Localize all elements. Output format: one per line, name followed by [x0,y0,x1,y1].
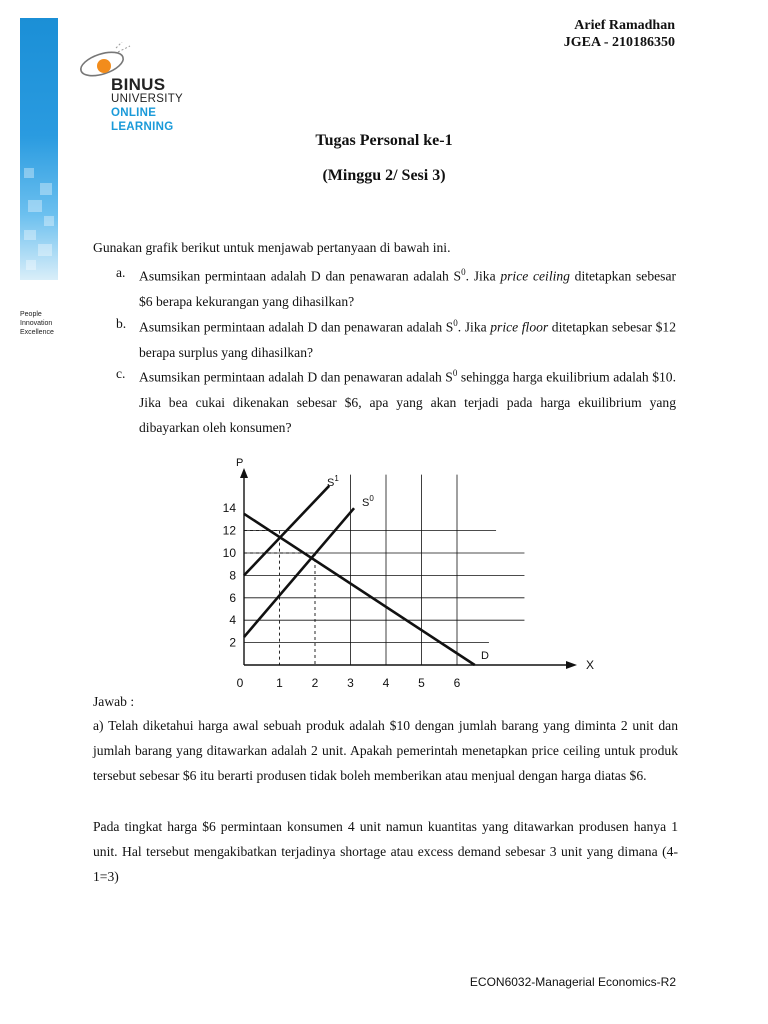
author-block [564,17,675,51]
question-a [116,260,676,314]
answer-paragraph-1: a) Telah diketahui harga awal sebuah produk adalah $10 dengan jumlah barang yang diminta 2 unit dan jumlah barang yang ditawarkan adalah 2 unit. Apakah pemerintah menetapkan price ceiling untuk produk tersebut sebesar $6 itu berarti produsen tidak boleh memberikan atau menjual dengan harga diatas $6. [93,718,678,783]
x-tick-label: 3 [347,676,354,690]
question-label: a. [116,265,126,280]
question-text: Asumsikan permintaan adalah D dan penawaran adalah S [139,369,453,385]
question-text: . Jika [457,319,491,335]
chart-ticks [223,501,461,690]
question-text: Asumsikan permintaan adalah D dan penawaran adalah S [139,319,454,335]
author-id: JGEA - 210186350 [563,35,675,50]
series-line-s0 [244,508,354,637]
supply-demand-chart [200,450,610,695]
doc-subtitle: (Minggu 2/ Sesi 3) [322,167,446,184]
superscript: 0 [452,368,458,378]
x-axis-label: X [586,658,595,672]
y-tick-label: 8 [229,568,236,583]
logo-text-binus: BINUS [111,75,166,94]
question-label: b. [116,316,127,331]
question-label: c. [116,366,126,381]
binus-logo [72,40,202,140]
y-tick-label: 10 [222,546,236,560]
logo-text-learning: LEARNING [111,121,174,133]
x-tick-label: 5 [418,676,425,690]
logo-text-online: ONLINE [111,107,157,119]
series-label-s0-text: S [362,497,370,509]
intro-text: Gunakan grafik berikut untuk menjawab pertanyaan di bawah ini. [93,240,451,255]
y-tick-label: 6 [229,590,236,605]
x-tick-label: 0 [236,676,244,690]
question-emphasis: price ceiling [500,268,570,284]
x-tick-label: 6 [453,676,461,690]
question-text: . Jika [465,268,501,284]
y-tick-label: 14 [222,501,236,516]
question-text: ditetapkan sebesar $12 berapa surplus yang dihasilkan? [139,319,677,360]
y-tick-label: 2 [229,635,236,650]
question-emphasis: price floor [490,319,549,335]
series-label-s0-sup: 0 [369,494,374,503]
y-axis-arrow-icon [240,468,248,478]
series-label-s1-sup: 1 [334,474,339,483]
chart-grid [244,475,524,665]
chart-axes [240,468,577,669]
series-label-s1 [327,474,339,489]
superscript: 0 [461,267,466,277]
x-tick-label: 2 [311,676,319,690]
x-tick-label: 1 [276,676,283,690]
question-text: Asumsikan permintaan adalah D dan penawaran adalah S [139,268,462,284]
x-axis-arrow-icon [566,661,577,669]
footer-course: ECON6032-Managerial Economics-R2 [469,975,676,989]
question-b [116,311,676,365]
tagline: People Innovation Excellence [20,311,54,336]
y-tick-label: 12 [222,523,236,538]
question-text: ditetapkan sebesar $6 berapa kekurangan yang dihasilkan? [139,268,677,309]
x-tick-label: 4 [382,676,390,690]
question-c [116,361,676,440]
series-label-d: D [481,650,489,662]
y-tick-label: 4 [229,613,236,628]
superscript: 0 [453,318,458,328]
y-axis-label: P [236,457,244,469]
author-name: Arief Ramadhan [574,18,675,33]
series-label-s1-text: S [327,477,335,489]
question-text: sehingga harga ekuilibrium adalah $10. Jika bea cukai dikenakan sebesar $6, apa yang akan terjadi pada harga ekuilibrium yang dibayarkan oleh konsumen? [139,369,676,435]
logo-text-university: UNIVERSITY [111,93,184,105]
series-label-s0 [362,494,374,509]
answer-heading: Jawab : [93,694,135,709]
doc-title: Tugas Personal ke-1 [315,132,453,149]
answer-paragraph-2: Pada tingkat harga $6 permintaan konsumen 4 unit namun kuantitas yang ditawarkan produsen hanya 1 unit. Hal tersebut mengakibatkan terjadinya shortage atau excess demand sebesar 3 unit yang dimana (4-1=3) [93,819,678,884]
